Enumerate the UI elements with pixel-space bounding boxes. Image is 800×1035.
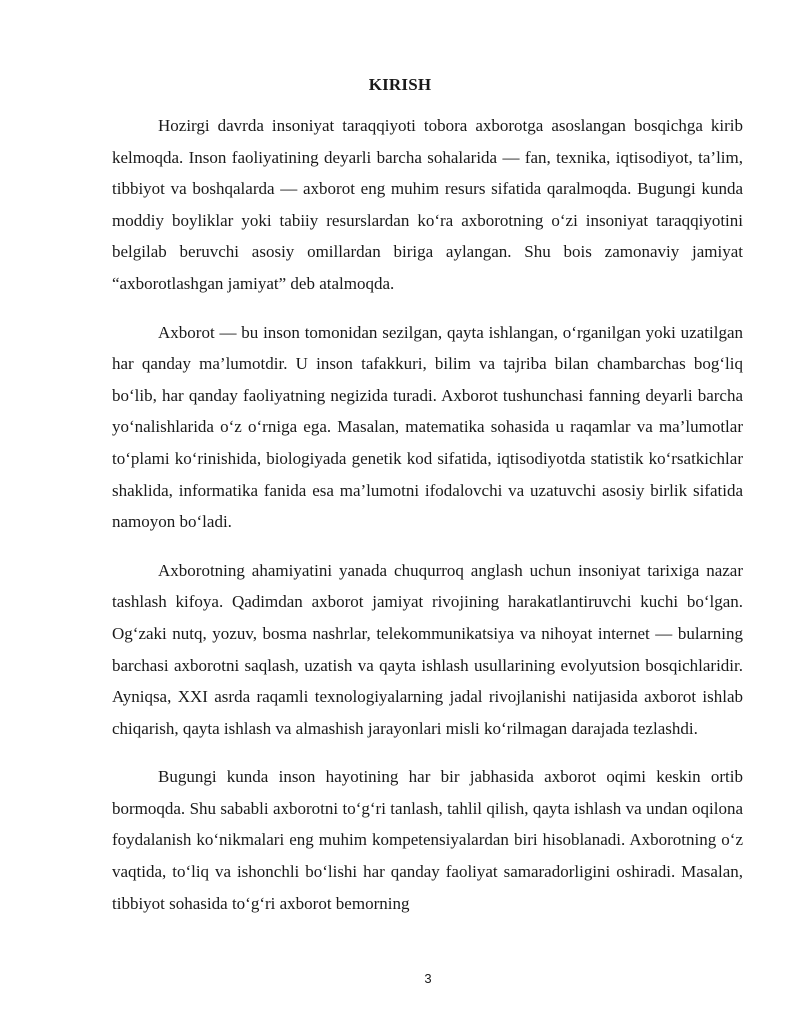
paragraph-3: Axborotning ahamiyatini yanada chuqurroq anglash uchun insoniyat tarixiga nazar tashlash kifoya. Qadimdan axborot jamiyat rivojining harakatlantiruvchi kuchi bo‘lgan. Og‘zaki nutq, yozuv, bosma nashrlar, telekommunikatsiya va nihoyat internet — bularning barchasi axborotni saqlash, uzatish va qayta ishlash usullarining evolyutsion bosqichlaridir. Ayniqsa, XXI asrda raqamli texnologiyalarning jadal rivojlanishi natijasida axborot ishlab chiqarish, qayta ishlash va almashish jarayonlari misli ko‘rilmagan darajada tezlashdi. bbox=[112, 560, 743, 738]
page-title: KIRISH bbox=[368, 75, 432, 94]
page-number: 3 bbox=[424, 971, 432, 986]
paragraph-4: Bugungi kunda inson hayotining har bir jabhasida axborot oqimi keskin ortib bormoqda. Shu sababli axborotni to‘g‘ri tanlash, tahlil qilish, qayta ishlash va undan oqilona foydalanish ko‘nikmalari eng muhim kompetensiyalardan biri hisoblanadi. Axborotning o‘z vaqtida, to‘liq va ishonchli bo‘lishi har qanday faoliyat samaradorligini oshiradi. Masalan, tibbiyot sohasida to‘g‘ri axborot bemorning bbox=[112, 767, 743, 913]
body-text bbox=[112, 110, 743, 936]
paragraph-1: Hozirgi davrda insoniyat taraqqiyoti tobora axborotga asoslangan bosqichga kirib kelmoqda. Inson faoliyatining deyarli barcha sohalarida — fan, texnika, iqtisodiyot, ta’lim, tibbiyot va boshqalarda — axborot eng muhim resurs sifatida qaralmoqda. Bugungi kunda moddiy boyliklar yoki tabiiy resurslardan ko‘ra axborotning o‘zi insoniyat taraqqiyotini belgilab beruvchi asosiy omillardan biriga aylangan. Shu bois zamonaviy jamiyat “axborotlashgan jamiyat” deb atalmoqda. bbox=[112, 116, 743, 293]
paragraph-2: Axborot — bu inson tomonidan sezilgan, qayta ishlangan, o‘rganilgan yoki uzatilgan har qanday ma’lumotdir. U inson tafakkuri, bilim va tajriba bilan chambarchas bog‘liq bo‘lib, har qanday faoliyatning negizida turadi. Axborot tushunchasi fanning deyarli barcha yo‘nalishlarida o‘z o‘rniga ega. Masalan, matematika sohasida u raqamlar va ma’lumotlar to‘plami ko‘rinishida, biologiyada genetik kod sifatida, iqtisodiyotda statistik ko‘rsatkichlar shaklida, informatika fanida esa ma’lumotni ifodalovchi va uzatuvchi asosiy birlik sifatida namoyon bo‘ladi. bbox=[112, 322, 743, 532]
